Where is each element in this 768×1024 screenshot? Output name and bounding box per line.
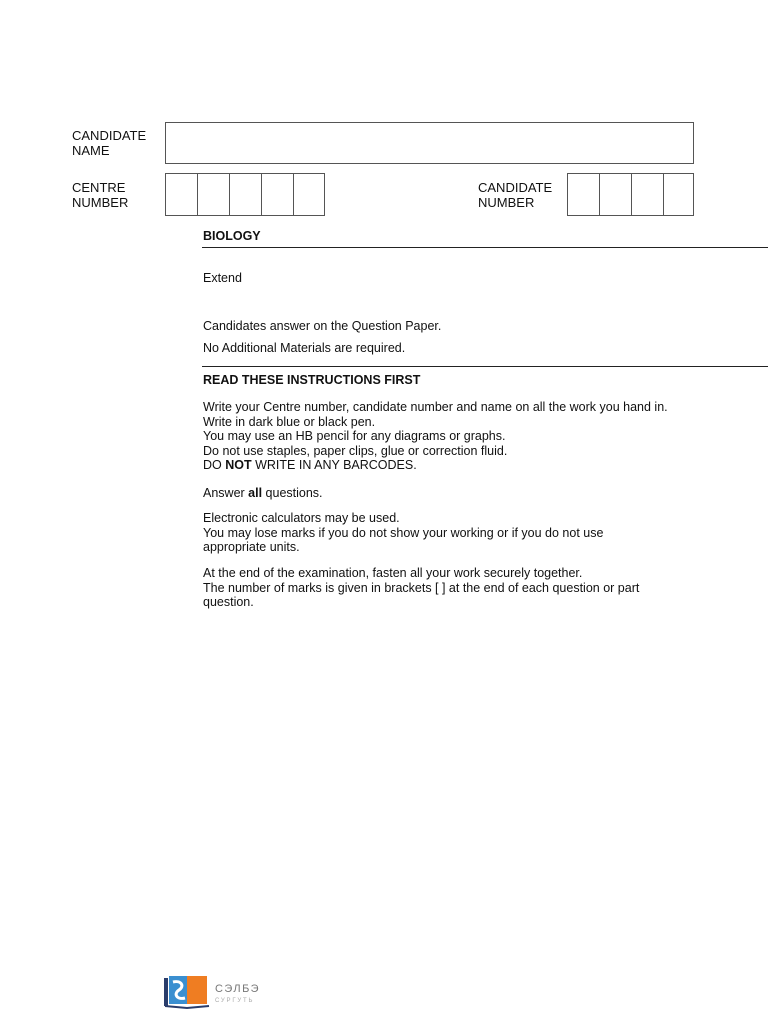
candidate-number-cell[interactable] (599, 173, 632, 216)
logo (163, 974, 283, 1010)
instructions-heading: READ THESE INSTRUCTIONS FIRST (203, 373, 421, 387)
instruction-line: question. (203, 595, 254, 609)
candidate-number-cell[interactable] (631, 173, 664, 216)
instruction-line: You may lose marks if you do not show your working or if you do not use (203, 525, 604, 540)
candidate-number-cell[interactable] (663, 173, 694, 216)
centre-number-label: CENTRE NUMBER (72, 180, 129, 210)
instructions-block-3 (203, 511, 723, 555)
instruction-line: Do not use staples, paper clips, glue or correction fluid. (203, 443, 508, 458)
logo-name: СЭЛБЭ (215, 983, 261, 995)
candidate-name-field[interactable] (165, 122, 694, 164)
centre-number-cell[interactable] (197, 173, 230, 216)
instruction-line: appropriate units. (203, 540, 300, 554)
instruction-line: You may use an HB pencil for any diagrams or graphs. (203, 429, 506, 443)
instruction-line: Write your Centre number, candidate number and name on all the work you hand in. (203, 400, 668, 414)
tier-label: Extend (203, 271, 242, 285)
book-logo-icon (163, 974, 211, 1010)
divider (202, 247, 768, 248)
candidate-number-cell[interactable] (567, 173, 600, 216)
instructions-block-1 (203, 400, 723, 473)
answer-note: Candidates answer on the Question Paper. (203, 319, 442, 333)
candidate-number-label: CANDIDATE NUMBER (478, 180, 553, 210)
instruction-line-barcodes: DO NOT WRITE IN ANY BARCODES. (203, 458, 417, 472)
instruction-line-answer: Answer all questions. (203, 486, 323, 500)
centre-number-cell[interactable] (261, 173, 294, 216)
instructions-block-2 (203, 486, 723, 501)
instructions-block-4 (203, 566, 723, 610)
instruction-line: The number of marks is given in brackets [ ] at the end of each question or part (203, 580, 640, 595)
subject-title: BIOLOGY (203, 229, 261, 243)
instruction-line: At the end of the examination, fasten all your work securely together. (203, 566, 583, 580)
materials-note: No Additional Materials are required. (203, 341, 406, 355)
logo-subtitle: СУРГУТЬ (215, 998, 255, 1004)
centre-number-cell[interactable] (293, 173, 325, 216)
instruction-line: Electronic calculators may be used. (203, 511, 400, 525)
instruction-line: Write in dark blue or black pen. (203, 414, 376, 429)
centre-number-cell[interactable] (165, 173, 198, 216)
centre-number-cell[interactable] (229, 173, 262, 216)
candidate-name-label: CANDIDATE NAME (72, 128, 147, 158)
divider (202, 366, 768, 367)
